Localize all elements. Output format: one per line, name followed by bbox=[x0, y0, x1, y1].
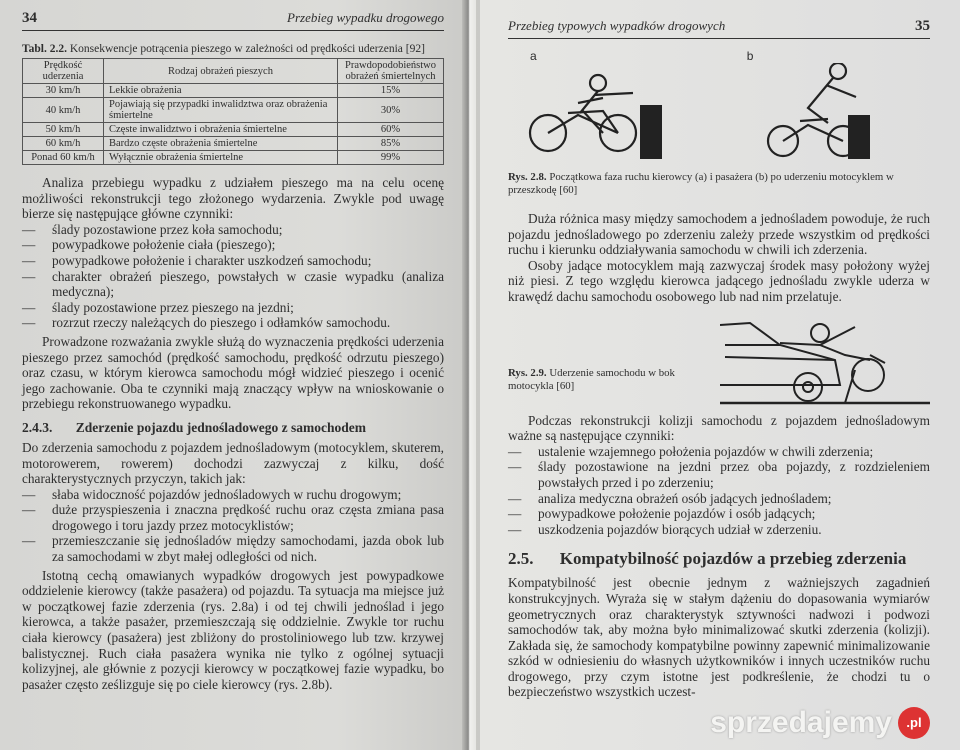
list-item: — duże przyspieszenia i znaczna prędkość ruchu oraz częsta zmiana pasa drogowego i toru jazdy przez motocyklistów; bbox=[22, 502, 444, 533]
caption-label: Rys. 2.8. bbox=[508, 171, 547, 183]
table-header: Prędkość uderzenia bbox=[23, 59, 104, 84]
table-caption-label: Tabl. 2.2. bbox=[22, 43, 67, 55]
paragraph: Prowadzone rozważania zwykle służą do wyznaczenia prędkości uderzenia pieszego przez samochód (prędkość samochodu, prędkość odrzutu pieszego) oraz czasu, w którym kierowca samochodu mógł widzieć pieszego i ocenić jego zachowanie. Oba te czynniki mają znaczący wpływ na wnioskowanie o przebiegu rekonstruowanego wypadku. bbox=[22, 333, 444, 412]
page-number: 34 bbox=[22, 10, 37, 26]
table-cell: 85% bbox=[338, 137, 444, 151]
section-title: Kompatybilność pojazdów a przebieg zderzenia bbox=[559, 549, 907, 569]
caption-text: Uderzenie samochodu w bok motocykla [60] bbox=[508, 366, 675, 392]
figure-2-9 bbox=[508, 315, 930, 407]
body-text-block-5 bbox=[508, 575, 930, 700]
table-cell: 30 km/h bbox=[23, 84, 104, 98]
list-item: — ustalenie wzajemnego położenia pojazdów w chwili zderzenia; bbox=[508, 444, 930, 460]
right-page bbox=[480, 0, 960, 750]
watermark-row bbox=[508, 706, 930, 740]
figure-2-8-caption bbox=[508, 171, 930, 197]
table-row bbox=[23, 98, 444, 123]
book-spine bbox=[462, 0, 476, 750]
list-item: — rozrzut rzeczy należących do pieszego i odłamków samochodu. bbox=[22, 315, 444, 331]
list-item: — powypadkowe położenie i charakter uszkodzeń samochodu; bbox=[22, 253, 444, 269]
section-heading bbox=[508, 549, 930, 569]
list-item: — powypadkowe położenie ciała (pieszego); bbox=[22, 237, 444, 253]
paragraph: Kompatybilność jest obecnie jednym z ważniejszych zagadnień konstrukcyjnych. Wyraża się w stałym dążeniu do dopasowania wymiarów geometrycznych oraz charakterystyk sztywności nadwozi i podwozi samochodów tak, aby można było minimalizować skutki zderzenia (kolizji). Zakłada się, że samochody kompatybilne powinny zapewnić minimalizowanie szkód w odniesieniu do własnych użytkowników i innych uczestników ruchu drogowego, przy czym istotne jest podkreślenie, że chodzi tu o bezpieczeństwo wszystkich uczest- bbox=[508, 575, 930, 700]
figure-2-9-caption bbox=[508, 367, 678, 393]
injury-table bbox=[22, 58, 444, 165]
table-cell: 50 km/h bbox=[23, 123, 104, 137]
table-row bbox=[23, 151, 444, 165]
list-item: — ślady pozostawione przez koła samochodu; bbox=[22, 222, 444, 238]
running-head: Przebieg wypadku drogowego bbox=[287, 10, 444, 25]
table-cell: 30% bbox=[338, 98, 444, 123]
figure-label-a: a bbox=[530, 49, 537, 63]
figure-label-b: b bbox=[746, 49, 754, 63]
table-cell: Lekkie obrażenia bbox=[104, 84, 338, 98]
paragraph: Duża różnica masy między samochodem a jednośladem powoduje, że ruch pojazdu jednośladowego po zderzeniu zależy przede wszystkim od prędkości ruchu i kierunku oddziaływania samochodu w chwili ich zderzenia. bbox=[508, 211, 930, 258]
paragraph: Podczas rekonstrukcji kolizji samochodu z pojazdem jednośladowym ważne są następujące czynniki: bbox=[508, 412, 930, 444]
body-text-block-1 bbox=[22, 175, 444, 412]
paragraph: Osoby jadące motocyklem mają zazwyczaj środek masy położony wyżej niż piesi. Z tego względu kierowca jadącego jednośladu zwykle uderza w krawędź dachu samochodu osobowego lub nad nim przelatuje. bbox=[508, 257, 930, 304]
caption-text: Początkowa faza ruchu kierowcy (a) i pasażera (b) po uderzeniu motocyklem w przeszkodę [60] bbox=[508, 171, 894, 196]
table-row bbox=[23, 137, 444, 151]
table-cell: 99% bbox=[338, 151, 444, 165]
caption-label: Rys. 2.9. bbox=[508, 366, 547, 379]
table-row bbox=[23, 123, 444, 137]
page-header bbox=[22, 10, 444, 31]
table-cell: 60 km/h bbox=[23, 137, 104, 151]
list-item: — powypadkowe położenie pojazdów i osób jadących; bbox=[508, 506, 930, 522]
list-item: — uszkodzenia pojazdów biorących udział w zderzeniu. bbox=[508, 522, 930, 538]
page-number: 35 bbox=[915, 18, 930, 34]
motorcycle-illustration bbox=[508, 63, 908, 163]
car-motorcycle-illustration bbox=[720, 315, 930, 407]
list-item: — analiza medyczna obrażeń osób jadących jednośladem; bbox=[508, 491, 930, 507]
table-cell: Wyłącznie obrażenia śmiertelne bbox=[104, 151, 338, 165]
table-header: Rodzaj obrażeń pieszych bbox=[104, 59, 338, 84]
list-item: — ślady pozostawione na jezdni przez oba pojazdy, z rozdzieleniem powstałych przed i po zderzeniu; bbox=[508, 459, 930, 490]
paragraph: Do zderzenia samochodu z pojazdem jednośladowym (motocyklem, skuterem, motorowerem, rowerem) dochodzi zazwyczaj z kilku, dość charakterystycznych przyczyn, takich jak: bbox=[22, 439, 444, 487]
section-number: 2.4.3. bbox=[22, 419, 53, 435]
watermark-badge: .pl bbox=[898, 707, 930, 739]
running-head: Przebieg typowych wypadków drogowych bbox=[508, 18, 726, 33]
table-caption-text: Konsekwencje potrącenia pieszego w zależności od prędkości uderzenia [92] bbox=[69, 43, 425, 55]
table-caption bbox=[22, 43, 444, 55]
section-title: Zderzenie pojazdu jednośladowego z samochodem bbox=[75, 419, 366, 435]
figure-labels bbox=[508, 49, 930, 63]
table-cell: 15% bbox=[338, 84, 444, 98]
factor-list bbox=[508, 444, 930, 538]
table-cell: Ponad 60 km/h bbox=[23, 151, 104, 165]
table-cell: Bardzo częste obrażenia śmiertelne bbox=[104, 137, 338, 151]
body-text-block-2 bbox=[22, 440, 444, 693]
watermark: sprzedajemy bbox=[710, 706, 892, 740]
paragraph: Istotną cechą omawianych wypadków drogowych jest powypadkowe oddzielenie kierowcy (także pasażera) od pojazdu. Ta sytuacja ma miejsce już w początkowej fazie zderzenia (rys. 2.8a) i od tej chwili jednoślad i jego kierowca, a także pasażer, przemieszczają się oddzielnie. Zwykle tor ruchu ciała kierowcy (pasażera) jest zbliżony do prostoliniowego lub tzw. krzywej balistycznej. Ruch ciała pasażera wynika nie tylko z ogólnej sytuacji kolizyjnej, ale głównie z pozycji kierowcy w początkowej fazie wypadku, bo pasażer często ześlizguje się po ciele kierowcy (rys. 2.8b). bbox=[22, 567, 444, 692]
list-item: — słaba widoczność pojazdów jednośladowych w ruchu drogowym; bbox=[22, 487, 444, 503]
list-item: — charakter obrażeń pieszego, powstałych w czasie wypadku (analiza medyczna); bbox=[22, 269, 444, 300]
body-text-block-3 bbox=[508, 211, 930, 305]
body-text-block-4 bbox=[508, 413, 930, 538]
table-header: Prawdopodobieństwo obrażeń śmiertelnych bbox=[338, 59, 444, 84]
list-item: — przemieszczanie się jednośladów między samochodami, jazda obok lub za samochodami w zbyt małej odległości od nich. bbox=[22, 533, 444, 564]
section-heading bbox=[22, 420, 444, 436]
factor-list bbox=[22, 222, 444, 331]
section-number: 2.5. bbox=[508, 549, 534, 569]
page-header bbox=[508, 18, 930, 39]
table-cell: Częste inwalidztwo i obrażenia śmiertelne bbox=[104, 123, 338, 137]
paragraph: Analiza przebiegu wypadku z udziałem pieszego ma na celu ocenę możliwości rekonstrukcji tego złożonego wydarzenia. Zwykle pod uwagę bierze się następujące główne czynniki: bbox=[22, 175, 444, 222]
table-cell: Pojawiają się przypadki inwalidztwa oraz obrażenia śmiertelne bbox=[104, 98, 338, 123]
table-row bbox=[23, 84, 444, 98]
cause-list bbox=[22, 487, 444, 565]
list-item: — ślady pozostawione przez pieszego na jezdni; bbox=[22, 300, 444, 316]
table-cell: 60% bbox=[338, 123, 444, 137]
table-cell: 40 km/h bbox=[23, 98, 104, 123]
